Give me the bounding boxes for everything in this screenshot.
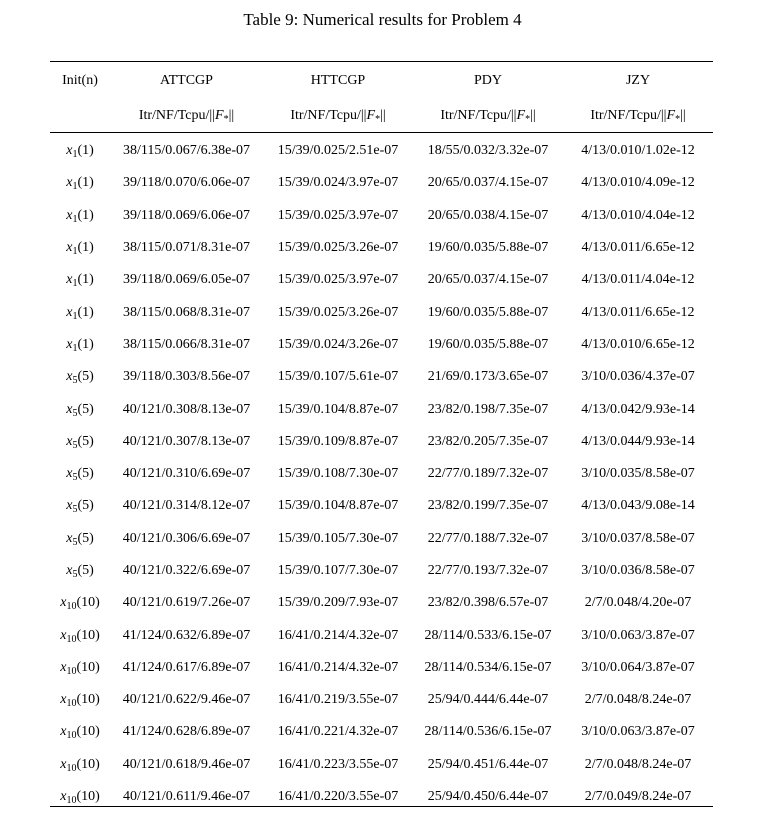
method-header-attcgp: ATTCGP: [160, 72, 213, 88]
init-variable-index: 1: [72, 342, 78, 354]
metric-header-prefix: Itr/NF/Tcpu/||: [590, 107, 667, 123]
table-row: [50, 490, 713, 522]
metric-header-httcgp: [263, 99, 413, 132]
init-variable: x: [66, 369, 73, 385]
result-cell-pdy: 18/55/0.032/3.32e-07: [427, 143, 549, 159]
empty-header-cell: [50, 99, 110, 132]
result-cell-pdy: 25/94/0.450/6.44e-07: [427, 789, 549, 805]
init-dimension: (5): [77, 369, 94, 385]
result-cell-pdy: 19/60/0.035/5.88e-07: [427, 304, 549, 320]
result-cell-attcgp: 40/121/0.619/7.26e-07: [122, 595, 251, 611]
init-variable: x: [66, 143, 73, 159]
init-column-header: Init(n): [62, 72, 98, 88]
init-variable-index: 10: [66, 730, 77, 742]
result-cell-attcgp: 38/115/0.066/8.31e-07: [122, 336, 251, 352]
init-dimension: (5): [77, 530, 94, 546]
init-variable-index: 10: [66, 601, 77, 613]
init-variable-index: 1: [72, 149, 78, 161]
init-cell: [50, 523, 110, 555]
residual-subscript: *: [525, 113, 531, 125]
result-cell-jzy: 4/13/0.010/4.09e-12: [581, 175, 695, 191]
init-dimension: (10): [76, 659, 100, 675]
result-cell-attcgp: 38/115/0.071/8.31e-07: [122, 240, 251, 256]
table-row: [50, 167, 713, 199]
result-cell-jzy: 3/10/0.035/8.58e-07: [581, 466, 695, 482]
result-cell-attcgp: 39/118/0.069/6.06e-07: [122, 207, 251, 223]
metric-header-attcgp: [110, 99, 263, 132]
init-cell: [50, 264, 110, 296]
result-cell-attcgp: 40/121/0.308/8.13e-07: [122, 401, 251, 417]
init-dimension: (1): [77, 272, 94, 288]
header-row-metrics: [50, 99, 713, 132]
init-cell: [50, 393, 110, 425]
table-row: [50, 749, 713, 781]
init-variable-index: 10: [66, 633, 77, 645]
result-cell-attcgp: 39/118/0.070/6.06e-07: [122, 175, 251, 191]
result-cell-httcgp: 15/39/0.024/3.26e-07: [277, 336, 399, 352]
init-cell: [50, 200, 110, 232]
table-row: [50, 652, 713, 684]
metric-header-suffix: ||: [680, 107, 686, 123]
init-dimension: (1): [77, 336, 94, 352]
result-cell-attcgp: 40/121/0.306/6.69e-07: [122, 530, 251, 546]
residual-subscript: *: [675, 113, 681, 125]
table-row: [50, 426, 713, 458]
result-cell-jzy: 3/10/0.064/3.87e-07: [581, 659, 695, 675]
init-cell: [50, 749, 110, 781]
result-cell-httcgp: 15/39/0.107/7.30e-07: [277, 563, 399, 578]
init-dimension: (5): [77, 466, 94, 482]
result-cell-httcgp: 15/39/0.105/7.30e-07: [277, 530, 399, 546]
result-cell-attcgp: 40/121/0.310/6.69e-07: [122, 466, 251, 482]
init-cell: [50, 296, 110, 328]
init-variable-index: 10: [66, 795, 77, 807]
init-dimension: (10): [76, 756, 100, 772]
residual-subscript: *: [223, 113, 229, 125]
init-variable: x: [60, 756, 67, 772]
table-row: [50, 781, 713, 813]
result-cell-pdy: 28/114/0.533/6.15e-07: [424, 627, 552, 643]
result-cell-attcgp: 41/124/0.617/6.89e-07: [122, 659, 251, 675]
init-dimension: (1): [77, 304, 94, 320]
init-variable: x: [66, 207, 73, 223]
result-cell-attcgp: 38/115/0.067/6.38e-07: [122, 143, 251, 159]
init-dimension: (5): [77, 563, 94, 578]
init-variable: x: [66, 304, 73, 320]
result-cell-httcgp: 15/39/0.107/5.61e-07: [277, 369, 399, 385]
result-cell-jzy: 4/13/0.011/6.65e-12: [581, 304, 695, 320]
result-cell-httcgp: 15/39/0.025/2.51e-07: [277, 143, 399, 159]
init-variable-index: 5: [72, 504, 78, 516]
result-cell-pdy: 20/65/0.038/4.15e-07: [427, 207, 549, 223]
results-table: [50, 62, 713, 813]
init-variable-index: 5: [72, 472, 78, 484]
result-cell-httcgp: 16/41/0.214/4.32e-07: [277, 659, 399, 675]
init-cell: [50, 361, 110, 393]
metric-header-suffix: ||: [530, 107, 536, 123]
result-cell-jzy: 4/13/0.011/6.65e-12: [581, 240, 695, 256]
init-dimension: (10): [76, 627, 100, 643]
init-variable-index: 5: [72, 375, 78, 387]
result-cell-pdy: 23/82/0.198/7.35e-07: [427, 401, 549, 417]
table-row: [50, 329, 713, 361]
header-row-methods: [50, 62, 713, 99]
result-cell-attcgp: 40/121/0.611/9.46e-07: [122, 789, 251, 805]
metric-header-suffix: ||: [228, 107, 235, 123]
init-dimension: (1): [77, 240, 94, 256]
table-row: [50, 716, 713, 748]
init-cell: [50, 684, 110, 716]
init-cell: [50, 781, 110, 813]
result-cell-httcgp: 15/39/0.209/7.93e-07: [277, 595, 399, 611]
table-row: [50, 393, 713, 425]
init-dimension: (1): [77, 207, 94, 223]
result-cell-attcgp: 38/115/0.068/8.31e-07: [122, 304, 251, 320]
table-row: [50, 200, 713, 232]
table-row: [50, 523, 713, 555]
init-variable: x: [60, 595, 67, 611]
result-cell-httcgp: 15/39/0.025/3.26e-07: [277, 304, 399, 320]
init-dimension: (5): [77, 498, 94, 514]
result-cell-httcgp: 16/41/0.221/4.32e-07: [277, 724, 399, 740]
init-variable: x: [66, 433, 73, 449]
residual-symbol: F: [516, 107, 526, 123]
init-variable-index: 10: [66, 762, 77, 774]
init-dimension: (10): [76, 724, 100, 740]
result-cell-attcgp: 40/121/0.618/9.46e-07: [122, 756, 251, 772]
init-dimension: (1): [77, 143, 94, 159]
init-variable-index: 10: [66, 698, 77, 710]
table-row: [50, 555, 713, 587]
init-dimension: (10): [76, 692, 100, 708]
result-cell-pdy: 20/65/0.037/4.15e-07: [427, 175, 549, 191]
result-cell-attcgp: 40/121/0.322/6.69e-07: [122, 563, 251, 578]
result-cell-jzy: 4/13/0.044/9.93e-14: [581, 433, 695, 449]
init-variable-index: 5: [72, 407, 78, 419]
result-cell-httcgp: 16/41/0.220/3.55e-07: [277, 789, 399, 805]
init-cell: [50, 716, 110, 748]
metric-header-prefix: Itr/NF/Tcpu/||: [138, 107, 215, 123]
result-cell-jzy: 4/13/0.043/9.08e-14: [581, 498, 695, 514]
init-variable: x: [60, 789, 67, 805]
init-variable-index: 1: [72, 181, 78, 193]
init-dimension: (1): [77, 175, 94, 191]
init-cell: [50, 329, 110, 361]
init-variable-index: 1: [72, 310, 78, 322]
method-header-httcgp: HTTCGP: [310, 72, 366, 88]
result-cell-httcgp: 15/39/0.104/8.87e-07: [277, 498, 399, 514]
table-caption: Table 9: Numerical results for Problem 4: [243, 10, 522, 29]
result-cell-jzy: 3/10/0.063/3.87e-07: [581, 627, 695, 643]
result-cell-jzy: 2/7/0.048/8.24e-07: [584, 756, 692, 772]
result-cell-attcgp: 40/121/0.622/9.46e-07: [122, 692, 251, 708]
init-variable-index: 1: [72, 246, 78, 258]
table-row: [50, 296, 713, 328]
init-dimension: (10): [76, 789, 100, 805]
init-variable: x: [60, 627, 67, 643]
result-cell-pdy: 21/69/0.173/3.65e-07: [427, 369, 549, 385]
result-cell-attcgp: 40/121/0.314/8.12e-07: [122, 498, 251, 514]
init-cell: [50, 232, 110, 264]
result-cell-httcgp: 15/39/0.025/3.97e-07: [277, 207, 399, 223]
result-cell-jzy: 2/7/0.048/8.24e-07: [584, 692, 692, 708]
init-variable-index: 1: [72, 213, 78, 225]
result-cell-jzy: 4/13/0.010/1.02e-12: [581, 143, 695, 159]
metric-header-suffix: ||: [380, 107, 386, 123]
result-cell-pdy: 23/82/0.199/7.35e-07: [427, 498, 549, 514]
result-cell-pdy: 23/82/0.205/7.35e-07: [427, 433, 549, 449]
init-variable: x: [66, 401, 73, 417]
table-row: [50, 587, 713, 619]
residual-subscript: *: [375, 113, 381, 125]
result-cell-jzy: 3/10/0.036/4.37e-07: [581, 369, 695, 385]
metric-header-jzy: [563, 99, 713, 132]
init-cell: [50, 619, 110, 651]
init-cell: [50, 555, 110, 587]
result-cell-pdy: 28/114/0.536/6.15e-07: [424, 724, 552, 740]
metric-header-prefix: Itr/NF/Tcpu/||: [440, 107, 517, 123]
residual-symbol: F: [215, 107, 224, 123]
result-cell-httcgp: 15/39/0.104/8.87e-07: [277, 401, 399, 417]
result-cell-pdy: 19/60/0.035/5.88e-07: [427, 240, 549, 256]
init-cell: [50, 426, 110, 458]
init-variable: x: [66, 240, 73, 256]
init-variable: x: [66, 530, 73, 546]
init-cell: [50, 490, 110, 522]
table-row: [50, 458, 713, 490]
table-row: [50, 132, 713, 167]
init-dimension: (5): [77, 433, 94, 449]
residual-symbol: F: [366, 107, 376, 123]
metric-header-prefix: Itr/NF/Tcpu/||: [290, 107, 367, 123]
result-cell-pdy: 23/82/0.398/6.57e-07: [427, 595, 549, 611]
init-variable: x: [66, 466, 73, 482]
init-variable-index: 5: [72, 569, 78, 580]
result-cell-httcgp: 15/39/0.024/3.97e-07: [277, 175, 399, 191]
result-cell-pdy: 22/77/0.189/7.32e-07: [427, 466, 549, 482]
init-variable-index: 10: [66, 665, 77, 677]
result-cell-attcgp: 41/124/0.632/6.89e-07: [122, 627, 251, 643]
result-cell-pdy: 25/94/0.444/6.44e-07: [427, 692, 549, 708]
result-cell-httcgp: 15/39/0.109/8.87e-07: [277, 433, 399, 449]
method-header-jzy: JZY: [625, 72, 651, 88]
result-cell-attcgp: 39/118/0.303/8.56e-07: [122, 369, 251, 385]
init-cell: [50, 132, 110, 167]
result-cell-pdy: 20/65/0.037/4.15e-07: [427, 272, 549, 288]
result-cell-httcgp: 16/41/0.219/3.55e-07: [277, 692, 399, 708]
table-header: [50, 62, 713, 132]
result-cell-attcgp: 39/118/0.069/6.05e-07: [122, 272, 251, 288]
result-cell-httcgp: 15/39/0.108/7.30e-07: [277, 466, 399, 482]
table-row: [50, 684, 713, 716]
result-cell-pdy: 22/77/0.188/7.32e-07: [427, 530, 549, 546]
init-variable: x: [66, 563, 73, 578]
table-row: [50, 264, 713, 296]
result-cell-httcgp: 16/41/0.214/4.32e-07: [277, 627, 399, 643]
init-dimension: (10): [76, 595, 100, 611]
result-cell-pdy: 28/114/0.534/6.15e-07: [424, 659, 552, 675]
table-body: [50, 132, 713, 813]
result-cell-httcgp: 15/39/0.025/3.26e-07: [277, 240, 399, 256]
result-cell-httcgp: 16/41/0.223/3.55e-07: [277, 756, 399, 772]
init-variable: x: [66, 498, 73, 514]
init-variable-index: 1: [72, 278, 78, 290]
result-cell-jzy: 2/7/0.048/4.20e-07: [584, 595, 692, 611]
init-variable: x: [66, 336, 73, 352]
result-cell-jzy: 2/7/0.049/8.24e-07: [584, 789, 692, 805]
result-cell-jzy: 3/10/0.063/3.87e-07: [581, 724, 695, 740]
init-variable: x: [60, 724, 67, 740]
table-row: [50, 232, 713, 264]
init-variable-index: 5: [72, 439, 78, 451]
result-cell-attcgp: 41/124/0.628/6.89e-07: [122, 724, 251, 740]
result-cell-jzy: 4/13/0.010/6.65e-12: [581, 336, 695, 352]
init-variable: x: [60, 692, 67, 708]
table-row: [50, 361, 713, 393]
init-dimension: (5): [77, 401, 94, 417]
residual-symbol: F: [666, 107, 676, 123]
init-variable: x: [66, 175, 73, 191]
init-cell: [50, 458, 110, 490]
result-cell-pdy: 25/94/0.451/6.44e-07: [427, 756, 549, 772]
init-variable: x: [60, 659, 67, 675]
init-cell: [50, 167, 110, 199]
init-cell: [50, 587, 110, 619]
table-row: [50, 619, 713, 651]
result-cell-pdy: 22/77/0.193/7.32e-07: [427, 563, 549, 578]
result-cell-attcgp: 40/121/0.307/8.13e-07: [122, 433, 251, 449]
init-variable-index: 5: [72, 536, 78, 548]
metric-header-pdy: [413, 99, 563, 132]
result-cell-jzy: 4/13/0.010/4.04e-12: [581, 207, 695, 223]
result-cell-jzy: 4/13/0.042/9.93e-14: [581, 401, 695, 417]
result-cell-jzy: 3/10/0.036/8.58e-07: [581, 563, 695, 578]
result-cell-jzy: 4/13/0.011/4.04e-12: [581, 272, 695, 288]
init-variable: x: [66, 272, 73, 288]
method-header-pdy: PDY: [473, 72, 502, 88]
result-cell-pdy: 19/60/0.035/5.88e-07: [427, 336, 549, 352]
init-cell: [50, 652, 110, 684]
result-cell-httcgp: 15/39/0.025/3.97e-07: [277, 272, 399, 288]
result-cell-jzy: 3/10/0.037/8.58e-07: [581, 530, 695, 546]
